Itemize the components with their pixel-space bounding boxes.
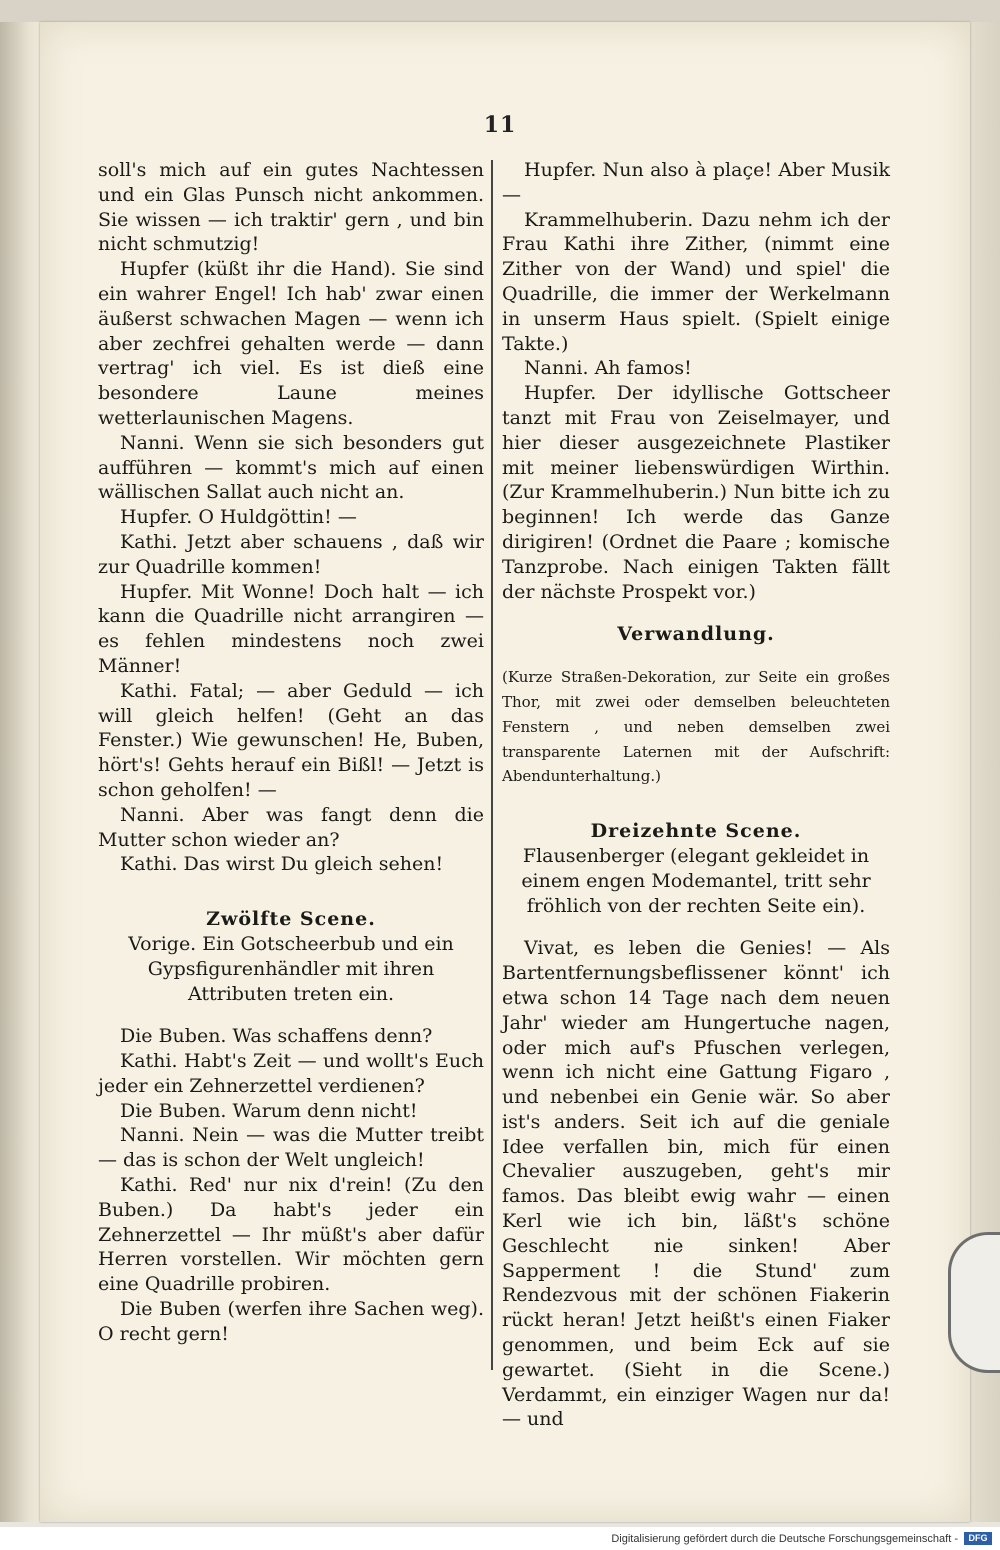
paragraph: Hupfer (küßt ihr die Hand). Sie sind ein wahrer Engel! Ich hab' zwar einen äußerst schwachen Magen — wenn ich aber zechfrei gehalten werde — dann vertrag' ich viel. Es ist dieß eine besondere Laune meines wetterlaunischen Magens. bbox=[98, 258, 484, 429]
dfg-logo-icon: DFG bbox=[964, 1532, 992, 1545]
paragraph: Hupfer. O Huldgöttin! — bbox=[120, 506, 357, 529]
right-text-column bbox=[502, 158, 890, 1432]
stage-direction: (Kurze Straßen-Dekoration, zur Seite ein großes Thor, mit zwei oder demselben beleuchteten Fenstern , und neben demselben zwei transparente Laternen mit der Aufschrift: Abendunterhaltung.) bbox=[502, 668, 890, 786]
paragraph: Kathi. Fatal; — aber Geduld — ich will gleich helfen! (Geht an das Fenster.) Wie gewunschen! He, Buben, hört's! Gehts herauf ein Bißl! — Jetzt is schon geholfen! — bbox=[98, 679, 484, 801]
paragraph: Die Buben. Was schaffens denn? bbox=[120, 1025, 433, 1048]
paragraph: Kathi. Habt's Zeit — und wollt's Euch jeder ein Zehnerzettel verdienen? bbox=[98, 1050, 484, 1097]
scene-heading: Zwölfte Scene. bbox=[206, 908, 376, 931]
paragraph: Nanni. Nein — was die Mutter treibt — das is schon der Welt ungleich! bbox=[98, 1124, 484, 1172]
paragraph: Hupfer. Der idyllische Gottscheer tanzt mit Frau von Zeiselmayer, und hier dieser ausgezeichnete Plastiker mit meiner liebenswürdigen Wirthin. (Zur Krammelhuberin.) Nun bitte ich zu beginnen! Ich werde das Ganze dirigiren! (Ordnet die Paare ; komische Tanzprobe. Nach einigen Takten fällt der nächste Prospekt vor.) bbox=[502, 382, 890, 603]
paragraph: Kathi. Jetzt aber schauens , daß wir zur Quadrille kommen! bbox=[98, 530, 484, 578]
left-text-column bbox=[98, 158, 484, 1347]
page-number: 11 bbox=[483, 112, 517, 138]
stage-direction: Flausenberger (elegant gekleidet in einem engen Modemantel, tritt sehr fröhlich von der rechten Seite ein). bbox=[521, 844, 871, 917]
paragraph: Nanni. Ah famos! bbox=[524, 357, 692, 380]
transformation-heading: Verwandlung. bbox=[617, 623, 775, 646]
scene-heading: Dreizehnte Scene. bbox=[590, 820, 802, 843]
paragraph: Die Buben. Warum denn nicht! bbox=[120, 1099, 418, 1122]
paragraph: Die Buben (werfen ihre Sachen weg). O recht gern! bbox=[98, 1298, 484, 1345]
paragraph: Krammelhuberin. Dazu nehm ich der Frau Kathi ihre Zither, (nimmt eine Zither von der Wand) und spiel' die Quadrille, die immer der Werkelmann in unserm Haus spielt. (Spielt einige Takte.) bbox=[502, 208, 890, 355]
footer-credit: Digitalisierung gefördert durch die Deutsche Forschungsgemeinschaft - bbox=[611, 1533, 958, 1545]
paragraph: Kathi. Red' nur nix d'rein! (Zu den Buben.) Da habt's jeder ein Zehnerzettel — Ihr müßt's aber dafür Herren vorstellen. Wir möchten gern eine Quadrille probiren. bbox=[98, 1174, 484, 1296]
paragraph: Hupfer. Nun also à plaçe! Aber Musik — bbox=[502, 159, 890, 206]
paragraph: Kathi. Das wirst Du gleich sehen! bbox=[120, 853, 444, 876]
paragraph: Vivat, es leben die Genies! — Als Bartentfernungsbeflissener könnt' ich etwa schon 14 Tage nach dem neuen Jahr' wieder am Hungertuche nagen, oder mich auf's Pfuschen verlegen, wenn ich nicht eine Gattung Figaro , und nebenbei ein Genie wär. So aber ist's anders. Seit ich auf die geniale Idee verfallen bin, mich für einen Chevalier auszugeben, geht's mir famos. Das bleibt ewig wahr — einen Kerl wie ich bin, läßt's schöne Geschlecht nie sinken! Aber Sapperment ! die Stund' zum Rendezvous mit der schönen Fiakerin rückt heran! Jetzt heißt's einen Fiaker genommen, und beim Eck auf sie gewartet. (Sieht in die Scene.) Verdammt, ein einziger Wagen nur da! — und bbox=[502, 937, 890, 1431]
paragraph: Nanni. Wenn sie sich besonders gut aufführen — kommt's mich auf einen wällischen Sallat auch nicht an. bbox=[98, 431, 484, 504]
paragraph: Nanni. Aber was fangt denn die Mutter schon wieder an? bbox=[98, 803, 484, 851]
stage-direction: Vorige. Ein Gotscheerbub und ein Gypsfigurenhändler mit ihren Attributen treten ein. bbox=[128, 932, 454, 1005]
page-turn-tab[interactable] bbox=[948, 1232, 1000, 1373]
paragraph: Hupfer. Mit Wonne! Doch halt — ich kann die Quadrille nicht arrangiren — es fehlen mindestens noch zwei Männer! bbox=[98, 580, 484, 677]
paragraph: soll's mich auf ein gutes Nachtessen und ein Glas Punsch nicht ankommen. Sie wissen — ich traktir' gern , und bin nicht schmutzig! bbox=[98, 159, 484, 256]
column-divider bbox=[491, 160, 493, 1370]
